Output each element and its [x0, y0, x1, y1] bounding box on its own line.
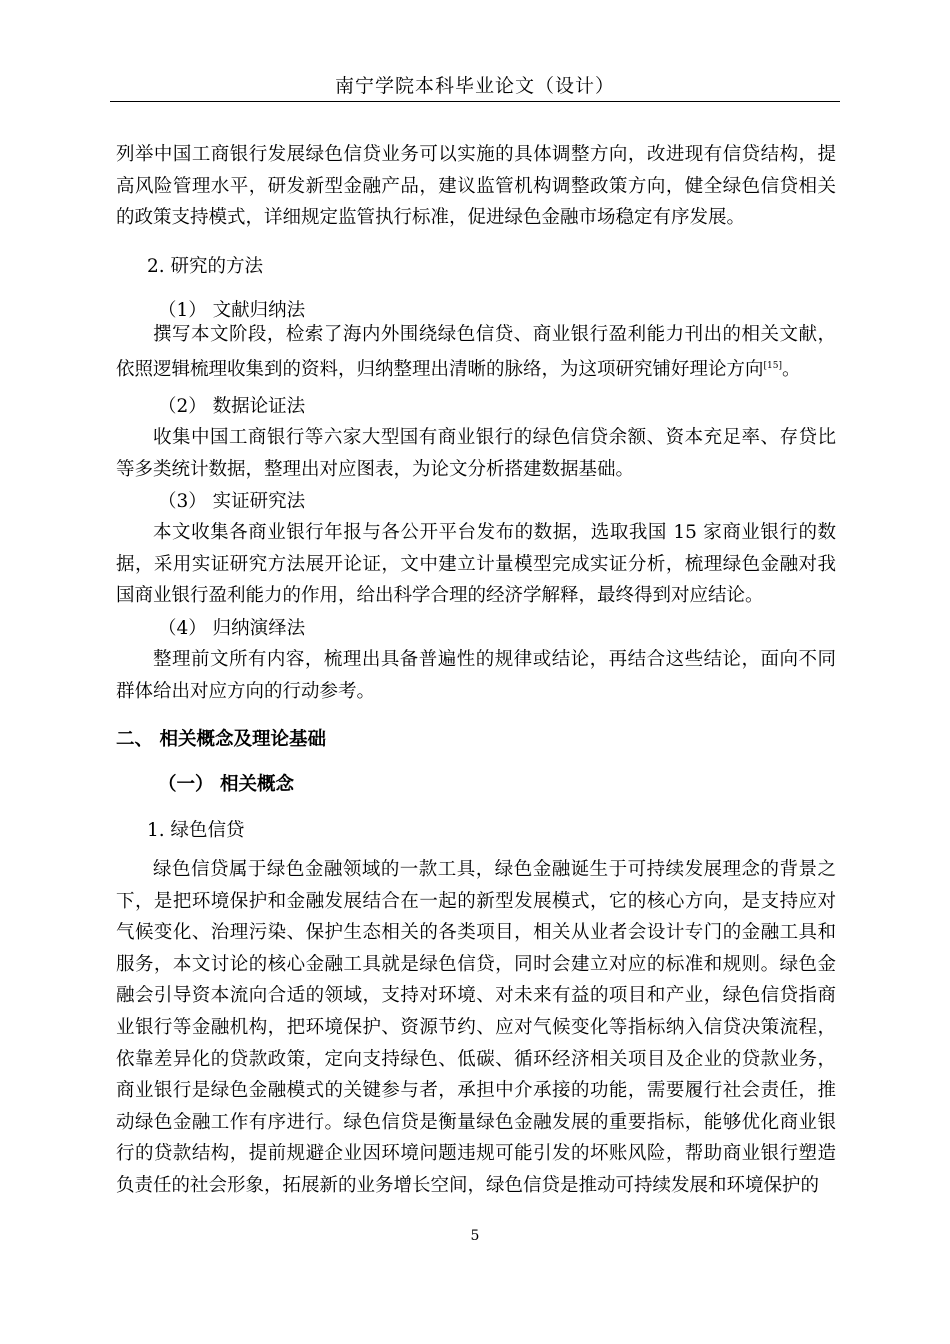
method-2-title: （2） 数据论证法 [158, 396, 306, 417]
method-4-text: 整理前文所有内容，梳理出具备普遍性的规律或结论，再结合这些结论，面向不同群体给出对应方向的行动参考。 [116, 649, 836, 702]
method-4-title: （4） 归纳演绎法 [158, 618, 306, 639]
subsection-green-credit: 1. 绿色信贷 [147, 820, 245, 841]
citation-ref: [15] [763, 360, 782, 371]
chapter-2-heading: 二、 相关概念及理论基础 [116, 729, 326, 750]
method-1-end: 。 [782, 358, 801, 380]
section-1-heading: （一） 相关概念 [158, 774, 294, 795]
page-header: 南宁学院本科毕业论文（设计） [334, 75, 615, 97]
method-3-text: 本文收集各商业银行年报与各公开平台发布的数据，选取我国 15 家商业银行的数据，采用实证研究方法展开论证，文中建立计量模型完成实证分析，梳理绿色金融对我国商业银行盈利能力的作用，给出科学合理的经济学解释，最终得到对应结论。 [116, 522, 836, 607]
green-credit-paragraph: 绿色信贷属于绿色金融领域的一款工具，绿色金融诞生于可持续发展理念的背景之下，是把环境保护和金融发展结合在一起的新型发展模式，它的核心方向，是支持应对气候变化、治理污染、保护生态相关的各类项目，相关从业者会设计专门的金融工具和服务，本文讨论的核心金融工具就是绿色信贷，同时会建立对应的标准和规则。绿色金融会引导资本流向合适的领域，支持对环境、对未来有益的项目和产业，绿色信贷指商业银行等金融机构，把环境保护、资源节约、应对气候变化等指标纳入信贷决策流程，依靠差异化的贷款政策，定向支持绿色、低碳、循环经济相关项目及企业的贷款业务，商业银行是绿色金融模式的关键参与者，承担中介承接的功能，需要履行社会责任，推动绿色金融工作有序进行。绿色信贷是衡量绿色金融发展的重要指标，能够优化商业银行的贷款结构，提前规避企业因环境问题违规可能引发的坏账风险，帮助商业银行塑造负责任的社会形象，拓展新的业务增长空间，绿色信贷是推动可持续发展和环境保护的 [116, 859, 836, 1196]
method-2-text: 收集中国工商银行等六家大型国有商业银行的绿色信贷余额、资本充足率、存贷比等多类统计数据，整理出对应图表，为论文分析搭建数据基础。 [116, 427, 836, 480]
method-1-text [116, 319, 836, 385]
method-1-title: （1） 文献归纳法 [158, 300, 306, 321]
method-1-body: 撰写本文阶段，检索了海内外围绕绿色信贷、商业银行盈利能力刊出的相关文献，依照逻辑梳理收集到的资料，归纳整理出清晰的脉络，为这项研究铺好理论方向 [116, 324, 836, 380]
methods-heading: 2. 研究的方法 [147, 256, 264, 277]
header-rule [110, 101, 840, 102]
intro-paragraph: 列举中国工商银行发展绿色信贷业务可以实施的具体调整方向，改进现有信贷结构，提高风险管理水平，研发新型金融产品，建议监管机构调整政策方向，健全绿色信贷相关的政策支持模式，详细规定监管执行标准，促进绿色金融市场稳定有序发展。 [116, 144, 836, 229]
method-3-title: （3） 实证研究法 [158, 491, 306, 512]
page-number: 5 [470, 1228, 480, 1244]
